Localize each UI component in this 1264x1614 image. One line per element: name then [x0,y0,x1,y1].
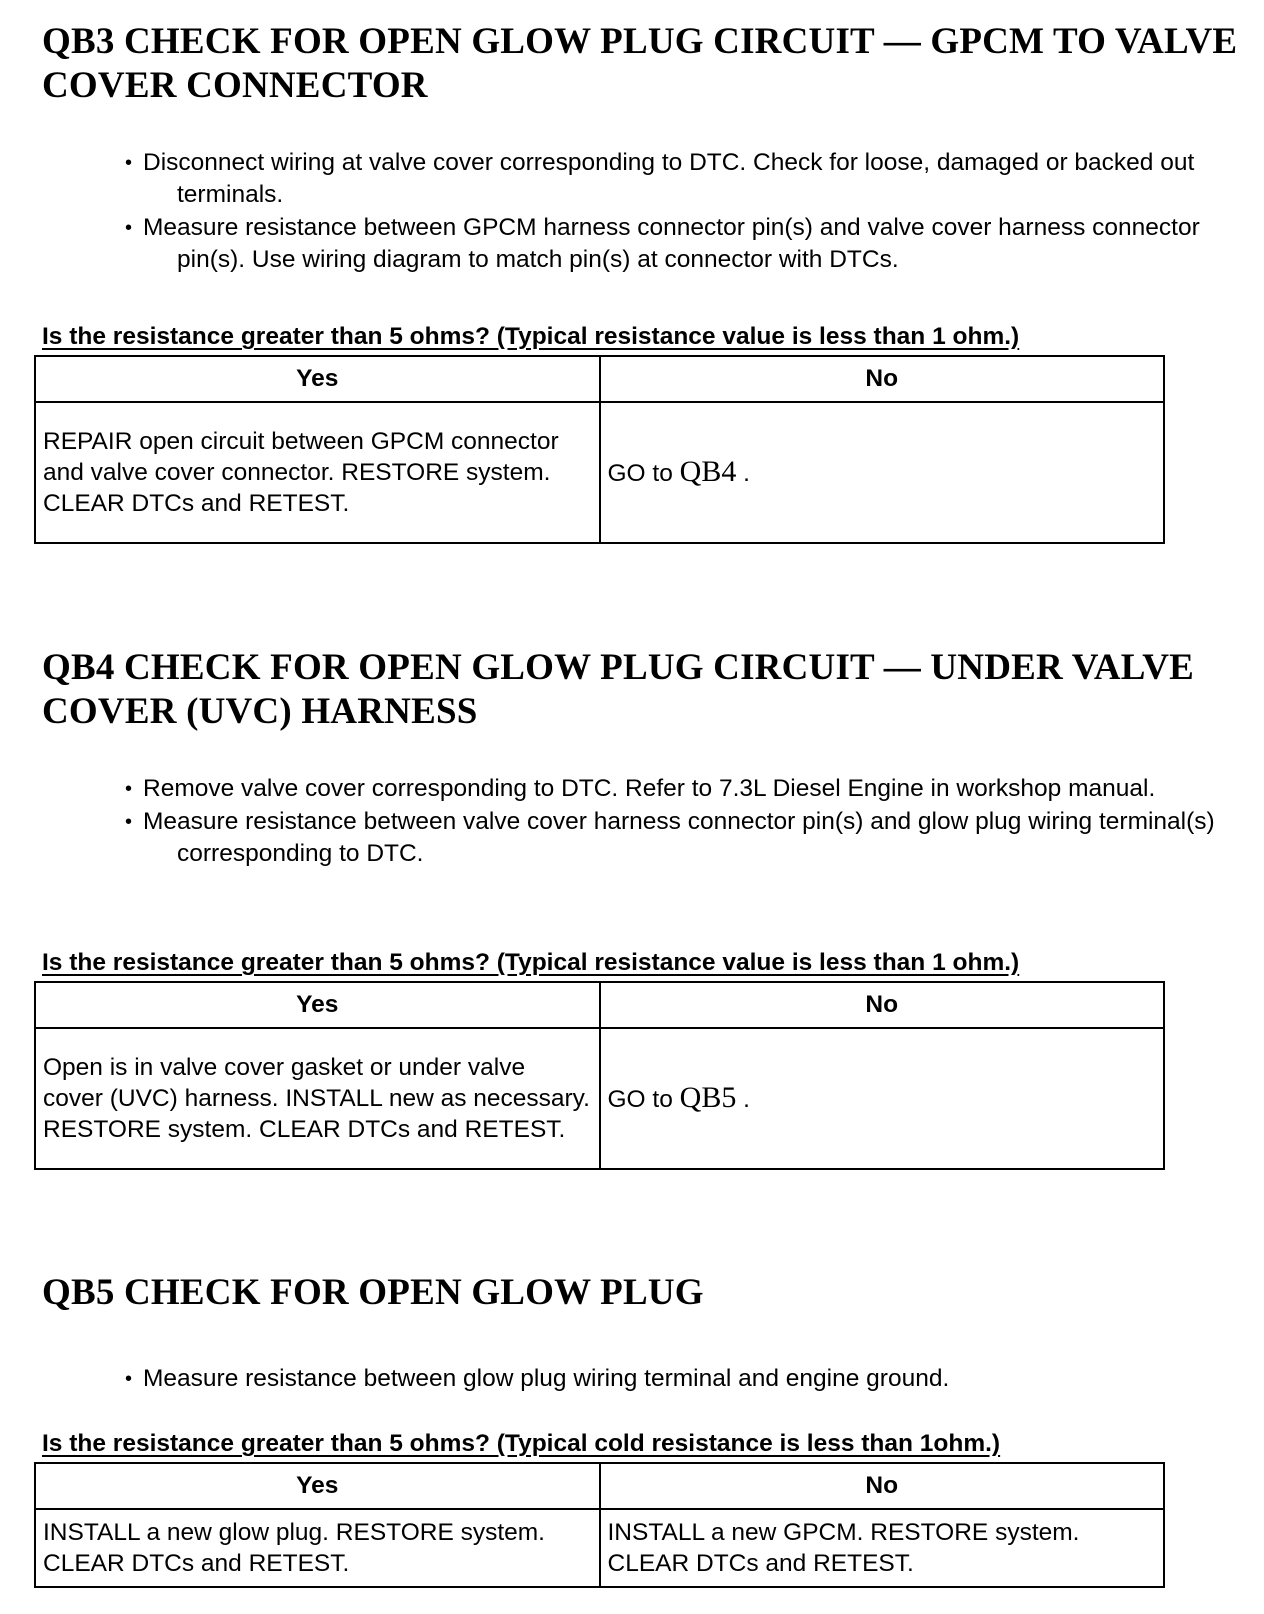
qb4-bullet-1: • Remove valve cover corresponding to DTC. Refer to 7.3L Diesel Engine in workshop manual. [125,773,1225,805]
qb5-bullet-list [125,1363,1225,1396]
qb4-heading: QB4 CHECK FOR OPEN GLOW PLUG CIRCUIT — UNDER VALVE COVER (UVC) HARNESS [42,647,1195,732]
qb3-go-prefix: GO to [607,460,673,487]
qb5-col-no-header: No [600,1463,1165,1509]
qb5-question: Is the resistance greater than 5 ohms? (Typical cold resistance is less than 1ohm.) [42,1430,1001,1457]
qb3-col-yes-header: Yes [35,356,600,402]
bullet-icon: • [125,217,133,239]
bullet-icon: • [125,152,133,174]
qb4-answer-table [34,981,1165,1170]
qb4-go-prefix: GO to [607,1086,673,1113]
qb4-bullet-list [125,773,1225,871]
qb3-bullet-1: • Disconnect wiring at valve cover corresponding to DTC. Check for loose, damaged or backed out terminals. [125,149,1195,208]
qb4-col-no-header: No [600,982,1165,1028]
bullet-icon: • [125,1368,133,1390]
qb3-answer-table [34,355,1165,544]
qb4-no-cell [600,1028,1165,1169]
qb3-bullet-2: • Measure resistance between GPCM harness connector pin(s) and valve cover harness connector pin(s). Use wiring diagram to match pin(s) at connector with DTCs. [125,214,1200,273]
qb5-heading: QB5 CHECK FOR OPEN GLOW PLUG [42,1272,704,1313]
qb3-heading: QB3 CHECK FOR OPEN GLOW PLUG CIRCUIT — GPCM TO VALVE COVER CONNECTOR [42,21,1238,106]
qb4-yes-cell: Open is in valve cover gasket or under valve cover (UVC) harness. INSTALL new as necessary. RESTORE system. CLEAR DTCs and RETEST. [35,1028,600,1169]
qb5-no-cell: INSTALL a new GPCM. RESTORE system. CLEAR DTCs and RETEST. [600,1509,1165,1587]
bullet-icon: • [125,778,133,800]
qb5-answer-table [34,1462,1165,1588]
qb4-bullet-2: • Measure resistance between valve cover harness connector pin(s) and glow plug wiring terminal(s) corresponding to DTC. [125,808,1215,867]
qb4-go-suffix: . [743,1086,750,1113]
qb3-no-cell [600,402,1165,543]
qb4-question: Is the resistance greater than 5 ohms? (Typical resistance value is less than 1 ohm.) [42,949,1020,976]
qb3-bullet-list [125,147,1225,277]
qb5-col-yes-header: Yes [35,1463,600,1509]
bullet-icon: • [125,811,133,833]
qb4-go-link[interactable]: QB5 [679,1081,737,1114]
qb3-yes-cell: REPAIR open circuit between GPCM connector and valve cover connector. RESTORE system. CLEAR DTCs and RETEST. [35,402,600,543]
qb5-bullet-1: • Measure resistance between glow plug wiring terminal and engine ground. [125,1363,1225,1395]
qb4-col-yes-header: Yes [35,982,600,1028]
qb3-col-no-header: No [600,356,1165,402]
qb3-go-suffix: . [743,460,750,487]
qb5-yes-cell: INSTALL a new glow plug. RESTORE system. CLEAR DTCs and RETEST. [35,1509,600,1587]
qb3-question: Is the resistance greater than 5 ohms? (Typical resistance value is less than 1 ohm.) [42,323,1020,350]
qb3-go-link[interactable]: QB4 [679,455,737,488]
